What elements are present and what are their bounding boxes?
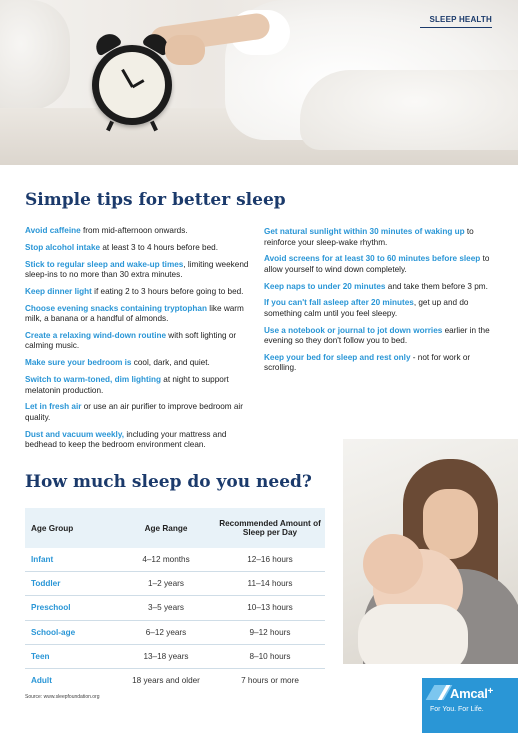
tip-highlight: Get natural sunlight within 30 minutes of waking up (264, 227, 465, 236)
pillow-shape (300, 70, 518, 150)
header-age-group: Age Group (31, 523, 74, 533)
tip-item (25, 402, 260, 423)
tip-item (264, 326, 496, 347)
amcal-logo (422, 678, 518, 733)
cell-recommended: 11–14 hours (215, 572, 325, 596)
tip-highlight: Keep naps to under 20 minutes (264, 281, 386, 291)
mother-baby-photo (343, 439, 518, 664)
header-recommended: Recommended Amount of Sleep per Day (219, 519, 321, 537)
cell-age-group: Toddler (25, 572, 117, 596)
tip-highlight: Stop alcohol intake (25, 242, 101, 252)
cell-recommended: 7 hours or more (241, 676, 299, 686)
tip-highlight: Dust and vacuum weekly, (25, 429, 125, 439)
table-row (25, 548, 325, 572)
tip-item (25, 430, 260, 451)
tip-text: , limiting weekend sleep-ins to no more than 30 extra minutes. (25, 259, 249, 280)
cell-age-group: Preschool (25, 596, 117, 620)
tip-text: or use an air purifier to improve bedroom air quality. (25, 402, 243, 422)
tip-item (264, 227, 496, 248)
tip-item (25, 375, 260, 396)
table-row (25, 620, 325, 644)
source-note: Source: www.sleepfoundation.org (25, 694, 100, 700)
tip-highlight: Stick to regular sleep and wake-up times (25, 259, 184, 269)
tip-highlight: Let in fresh air (25, 402, 82, 412)
tip-item (25, 287, 260, 298)
cell-recommended: 12–16 hours (215, 548, 325, 572)
tip-text: including your mattress and bedhead to keep the bedroom environment clean. (25, 429, 227, 450)
tip-item (264, 353, 496, 374)
cell-age-group: Infant (25, 548, 117, 572)
header-age-range: Age Range (144, 523, 188, 533)
lamp-shape (0, 0, 70, 110)
cell-recommended: 9–12 hours (215, 620, 325, 644)
face-shape (423, 489, 478, 559)
table-row (25, 572, 325, 596)
clock-bell-left (92, 30, 123, 57)
tip-text: - not for work or scrolling. (264, 352, 471, 373)
tip-highlight: Create a relaxing wind-down routine (25, 330, 167, 340)
table-row (25, 668, 325, 692)
tip-item (264, 282, 496, 293)
tip-highlight: Use a notebook or journal to jot down worries (264, 325, 443, 335)
cell-age-range: 4–12 months (117, 548, 215, 572)
hand-shape (165, 35, 205, 65)
tip-text: from mid-afternoon onwards. (80, 226, 188, 235)
cell-recommended: 10–13 hours (215, 596, 325, 620)
logo-tagline: For You. For Life. (430, 706, 484, 713)
cell-age-range: 13–18 years (117, 644, 215, 668)
cell-age-range: 1–2 years (117, 572, 215, 596)
tip-item (25, 243, 260, 254)
tip-highlight: Choose evening snacks containing tryptophan (25, 303, 207, 313)
tip-item (264, 254, 496, 275)
tips-left-column (25, 226, 260, 457)
table-row (25, 644, 325, 668)
tip-item (25, 226, 260, 237)
clock-face (99, 52, 165, 118)
tip-highlight: Keep dinner light (25, 286, 92, 296)
tip-text: with soft lighting or calming music. (25, 330, 237, 351)
tip-text: , get up and do something calm until you feel sleepy. (264, 298, 469, 318)
tip-highlight: Switch to warm-toned, dim lighting (25, 375, 161, 385)
hero-photo (0, 0, 518, 165)
badge-underline (420, 27, 492, 28)
tip-highlight: Avoid caffeine (25, 226, 81, 235)
tip-text: if eating 2 to 3 hours before going to bed. (91, 286, 244, 296)
cell-age-range: 3–5 years (117, 596, 215, 620)
cell-age-group: Adult (31, 676, 52, 686)
cell-age-group: Teen (25, 644, 117, 668)
table-row (25, 596, 325, 620)
baby-head-shape (363, 534, 423, 594)
tip-text: at night to support melatonin production. (25, 375, 229, 395)
tip-item (25, 304, 260, 325)
sleep-needs-title: How much sleep do you need? (25, 472, 312, 492)
logo-name (450, 686, 493, 701)
tip-text: earlier in the evening so they don't follow you to bed. (264, 325, 490, 346)
tips-right-column (264, 227, 496, 380)
tip-item (25, 260, 260, 281)
alarm-clock-icon (92, 45, 172, 125)
logo-name-text: Amcal (450, 686, 488, 701)
tip-highlight: If you can't fall asleep after 20 minutes (264, 298, 414, 308)
tip-text: to allow yourself to wind down completely. (264, 254, 490, 274)
clock-hour-hand (132, 79, 145, 88)
section-badge: SLEEP HEALTH (429, 15, 492, 24)
cell-age-group: School-age (25, 620, 117, 644)
cell-age-range: 18 years and older (132, 676, 200, 686)
cell-recommended: 8–10 hours (215, 644, 325, 668)
tip-text: to reinforce your sleep-wake rhythm. (264, 227, 474, 247)
tip-highlight: Make sure your bedroom is (25, 358, 132, 368)
tip-item (25, 358, 260, 369)
tip-text: at least 3 to 4 hours before bed. (100, 242, 218, 252)
tips-title: Simple tips for better sleep (25, 190, 286, 210)
sleep-needs-table (25, 508, 325, 692)
tip-item (264, 298, 496, 319)
tip-text: and take them before 3 pm. (385, 281, 488, 291)
tip-highlight: Keep your bed for sleep and rest only (264, 352, 411, 362)
cell-age-range: 6–12 years (117, 620, 215, 644)
blanket-shape (358, 604, 468, 664)
table-header-row (25, 508, 325, 548)
tip-text: like warm milk, a banana or a handful of almonds. (25, 303, 244, 324)
tip-text: cool, dark, and quiet. (131, 358, 210, 368)
tip-item (25, 331, 260, 352)
tip-highlight: Avoid screens for at least 30 to 60 minutes before sleep (264, 254, 481, 264)
logo-plus: + (487, 686, 494, 697)
